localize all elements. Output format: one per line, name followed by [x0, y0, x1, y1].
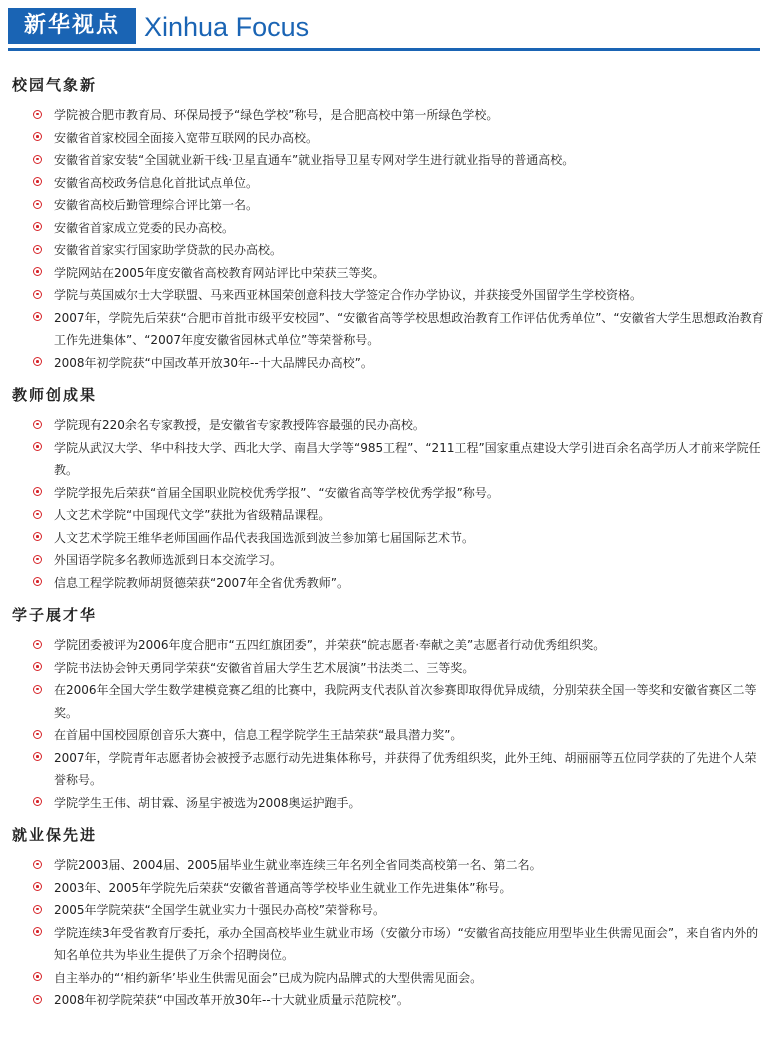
list-item: [12, 899, 764, 922]
list-item-text: 学院从武汉大学、华中科技大学、西北大学、南昌大学等“985工程”、“211工程”国家重点建设大学引进百余名高学历人才前来学院任教。: [54, 440, 761, 477]
list-item: [12, 967, 764, 990]
list-item-text: 人文艺术学院“中国现代文学”获批为省级精品课程。: [54, 508, 331, 522]
bullet-icon: [33, 200, 42, 209]
bullet-icon: [33, 730, 42, 739]
list-item-text: 安徽省首家实行国家助学贷款的民办高校。: [54, 243, 283, 257]
bullet-icon: [33, 222, 42, 231]
bullet-icon: [33, 860, 42, 869]
list-item-text: 在首届中国校园原创音乐大赛中，信息工程学院学生王喆荣获“最具潜力奖”。: [54, 728, 463, 742]
bullet-icon: [33, 442, 42, 451]
list-item-text: 安徽省高校政务信息化首批试点单位。: [54, 175, 259, 190]
list-item: [12, 657, 764, 680]
list-item-text: 安徽省首家成立党委的民办高校。: [54, 220, 235, 235]
bullet-icon: [33, 995, 42, 1004]
list-item-text: 在2006年全国大学生数学建模竞赛乙组的比赛中，我院两支代表队首次参赛即取得优异成绩，分别荣获全国一等奖和安徽省赛区二等奖。: [54, 683, 757, 720]
section: [12, 384, 764, 594]
list-item-text: 学院与英国威尔士大学联盟、马来西亚林国荣创意科技大学签定合作办学协议，并获接受外国留学生学校资格。: [54, 288, 643, 302]
list-item-text: 安徽省首家安装“全国就业新干线·卫星直通车”就业指导卫星专网对学生进行就业指导的普通高校。: [54, 153, 575, 167]
list-item: [12, 724, 764, 747]
list-item-text: 安徽省首家校园全面接入宽带互联网的民办高校。: [54, 130, 319, 145]
list-item-text: 信息工程学院教师胡贤德荣获“2007年全省优秀教师”。: [54, 575, 349, 590]
list-item-text: 学院学生王伟、胡甘霖、汤星宇被选为2008奥运护跑手。: [54, 795, 361, 810]
bullet-icon: [33, 662, 42, 671]
item-list: [12, 104, 764, 374]
list-item-text: 学院2003届、2004届、2005届毕业生就业率连续三年名列全省同类高校第一名、第二名。: [54, 858, 542, 872]
list-item-text: 2005年学院荣获“全国学生就业实力十强民办高校”荣誉称号。: [54, 903, 385, 917]
bullet-icon: [33, 312, 42, 321]
list-item: [12, 922, 764, 967]
list-item: [12, 527, 764, 550]
bullet-icon: [33, 110, 42, 119]
list-item: [12, 747, 764, 792]
section: [12, 604, 764, 814]
list-item: [12, 149, 764, 172]
list-item-text: 人文艺术学院王维华老师国画作品代表我国选派到波兰参加第七届国际艺术节。: [54, 530, 475, 545]
header-title-en: Xinhua Focus: [144, 12, 310, 42]
list-item: [12, 482, 764, 505]
list-item: [12, 307, 764, 352]
bullet-icon: [33, 177, 42, 186]
section-title: 学子展才华: [12, 606, 98, 624]
list-item-text: 学院连续3年受省教育厅委托，承办全国高校毕业生就业市场（安徽分市场）“安徽省高技能应用型毕业生供需见面会”，来自省内外的知名单位共为毕业生提供了万余个招聘岗位。: [54, 925, 759, 962]
bullet-icon: [33, 882, 42, 891]
list-item-text: 学院被合肥市教育局、环保局授予“绿色学校”称号，是合肥高校中第一所绿色学校。: [54, 108, 499, 122]
bullet-icon: [33, 245, 42, 254]
bullet-icon: [33, 905, 42, 914]
list-item: [12, 504, 764, 527]
page-header: [8, 8, 760, 52]
list-item: [12, 127, 764, 150]
list-item: [12, 572, 764, 595]
item-list: [12, 414, 764, 594]
section-title: 就业保先进: [12, 826, 98, 844]
bullet-icon: [33, 685, 42, 694]
list-item: [12, 854, 764, 877]
bullet-icon: [33, 640, 42, 649]
list-item: [12, 262, 764, 285]
header-title-cn: 新华视点: [8, 8, 136, 44]
bullet-icon: [33, 927, 42, 936]
list-item: [12, 634, 764, 657]
list-item-text: 2007年，学院先后荣获“合肥市首批市级平安校园”、“安徽省高等学校思想政治教育工作评估优秀单位”、“安徽省大学生思想政治教育工作先进集体”、“2007年度安徽省园林式单位”等荣誉称号。: [54, 310, 764, 347]
bullet-icon: [33, 267, 42, 276]
list-item: [12, 172, 764, 195]
item-list: [12, 854, 764, 1012]
bullet-icon: [33, 510, 42, 519]
list-item-text: 学院团委被评为2006年度合肥市“五四红旗团委”，并荣获“皖志愿者·奉献之美”志愿者行动优秀组织奖。: [54, 638, 606, 652]
list-item-text: 2003年、2005年学院先后荣获“安徽省普通高等学校毕业生就业工作先进集体”称号。: [54, 880, 512, 895]
bullet-icon: [33, 487, 42, 496]
item-list: [12, 634, 764, 814]
list-item: [12, 792, 764, 815]
bullet-icon: [33, 532, 42, 541]
content-body: [12, 66, 764, 1012]
list-item-text: 学院书法协会钟天勇同学荣获“安徽省首届大学生艺术展演”书法类二、三等奖。: [54, 660, 475, 675]
bullet-icon: [33, 290, 42, 299]
list-item-text: 2008年初学院获“中国改革开放30年--十大品牌民办高校”。: [54, 355, 373, 370]
bullet-icon: [33, 752, 42, 761]
bullet-icon: [33, 132, 42, 141]
list-item: [12, 877, 764, 900]
list-item-text: 自主举办的“‘相约新华’毕业生供需见面会”已成为院内品牌式的大型供需见面会。: [54, 970, 483, 985]
list-item: [12, 352, 764, 375]
list-item: [12, 284, 764, 307]
list-item-text: 安徽省高校后勤管理综合评比第一名。: [54, 198, 259, 212]
list-item-text: 学院学报先后荣获“首届全国职业院校优秀学报”、“安徽省高等学校优秀学报”称号。: [54, 485, 499, 500]
bullet-icon: [33, 155, 42, 164]
list-item-text: 学院网站在2005年度安徽省高校教育网站评比中荣获三等奖。: [54, 265, 385, 280]
list-item: [12, 104, 764, 127]
bullet-icon: [33, 972, 42, 981]
list-item: [12, 437, 764, 482]
section: [12, 74, 764, 374]
list-item: [12, 217, 764, 240]
list-item: [12, 549, 764, 572]
section-title: 教师创成果: [12, 386, 98, 404]
section: [12, 824, 764, 1012]
list-item-text: 外国语学院多名教师选派到日本交流学习。: [54, 553, 283, 567]
list-item: [12, 679, 764, 724]
list-item-text: 2008年初学院荣获“中国改革开放30年--十大就业质量示范院校”。: [54, 993, 409, 1007]
list-item: [12, 414, 764, 437]
bullet-icon: [33, 577, 42, 586]
header-divider: [8, 48, 760, 51]
bullet-icon: [33, 797, 42, 806]
list-item: [12, 989, 764, 1012]
bullet-icon: [33, 357, 42, 366]
list-item-text: 2007年，学院青年志愿者协会被授予志愿行动先进集体称号，并获得了优秀组织奖，此外王纯、胡丽丽等五位同学获的了先进个人荣誉称号。: [54, 750, 757, 787]
list-item-text: 学院现有220余名专家教授，是安徽省专家教授阵容最强的民办高校。: [54, 418, 425, 432]
list-item: [12, 194, 764, 217]
section-title: 校园气象新: [12, 76, 98, 94]
bullet-icon: [33, 555, 42, 564]
list-item: [12, 239, 764, 262]
bullet-icon: [33, 420, 42, 429]
